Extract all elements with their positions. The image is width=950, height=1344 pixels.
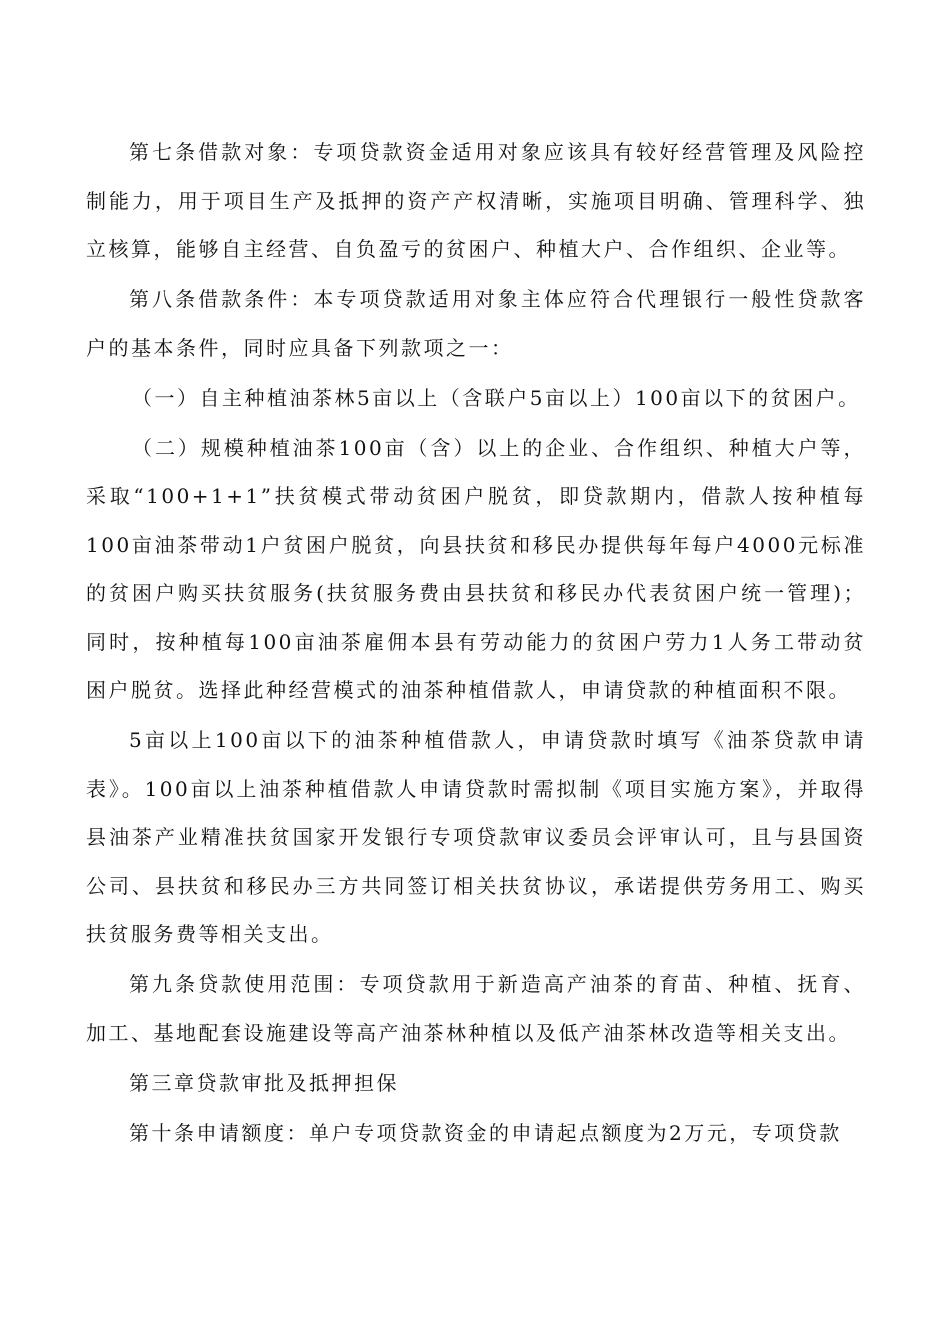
chapter-3-heading: 第三章贷款审批及抵押担保	[129, 1070, 399, 1095]
application-form-paragraph: 5亩以上100亩以下的油茶种植借款人，申请贷款时填写《油茶贷款申请表》。100亩以上油茶种植借款人申请贷款时需拟制《项目实施方案》，并取得县油茶产业精准扶贫国家开发银行专项贷款审议委员会评审认可，且与县国资公司、县扶贫和移民办三方共同签订相关扶贫协议，承诺提供劳务用工、购买扶贫服务费等相关支出。	[86, 728, 866, 946]
article-8-paragraph: 第八条借款条件：本专项贷款适用对象主体应符合代理银行一般性贷款客户的基本条件，同时应具备下列款项之一：	[86, 287, 866, 360]
article-7-paragraph: 第七条借款对象：专项贷款资金适用对象应该具有较好经营管理及风险控制能力，用于项目生产及抵押的资产产权清晰，实施项目明确、管理科学、独立核算，能够自主经营、自负盈亏的贫困户、种植大户、合作组织、企业等。	[86, 140, 866, 261]
article-10-paragraph: 第十条申请额度：单户专项贷款资金的申请起点额度为2万元，专项贷款	[129, 1120, 842, 1145]
condition-2-paragraph: （二）规模种植油茶100亩（含）以上的企业、合作组织、种植大户等，采取“100+1+1”扶贫模式带动贫困户脱贫，即贷款期内，借款人按种植每100亩油茶带动1户贫困户脱贫，向县扶贫和移民办提供每年每户4000元标准的贫困户购买扶贫服务(扶贫服务费由县扶贫和移民办代表贫困户统一管理)；同时，按种植每100亩油茶雇佣本县有劳动能力的贫困户劳力1人务工带动贫困户脱贫。选择此种经营模式的油茶种植借款人，申请贷款的种植面积不限。	[86, 435, 866, 702]
article-9-paragraph: 第九条贷款使用范围：专项贷款用于新造高产油茶的育苗、种植、抚育、加工、基地配套设施建设等高产油茶林种植以及低产油茶林改造等相关支出。	[86, 972, 866, 1045]
document-page	[86, 128, 866, 1159]
condition-1-paragraph: （一）自主种植油茶林5亩以上（含联户5亩以上）100亩以下的贫困户。	[132, 385, 861, 410]
